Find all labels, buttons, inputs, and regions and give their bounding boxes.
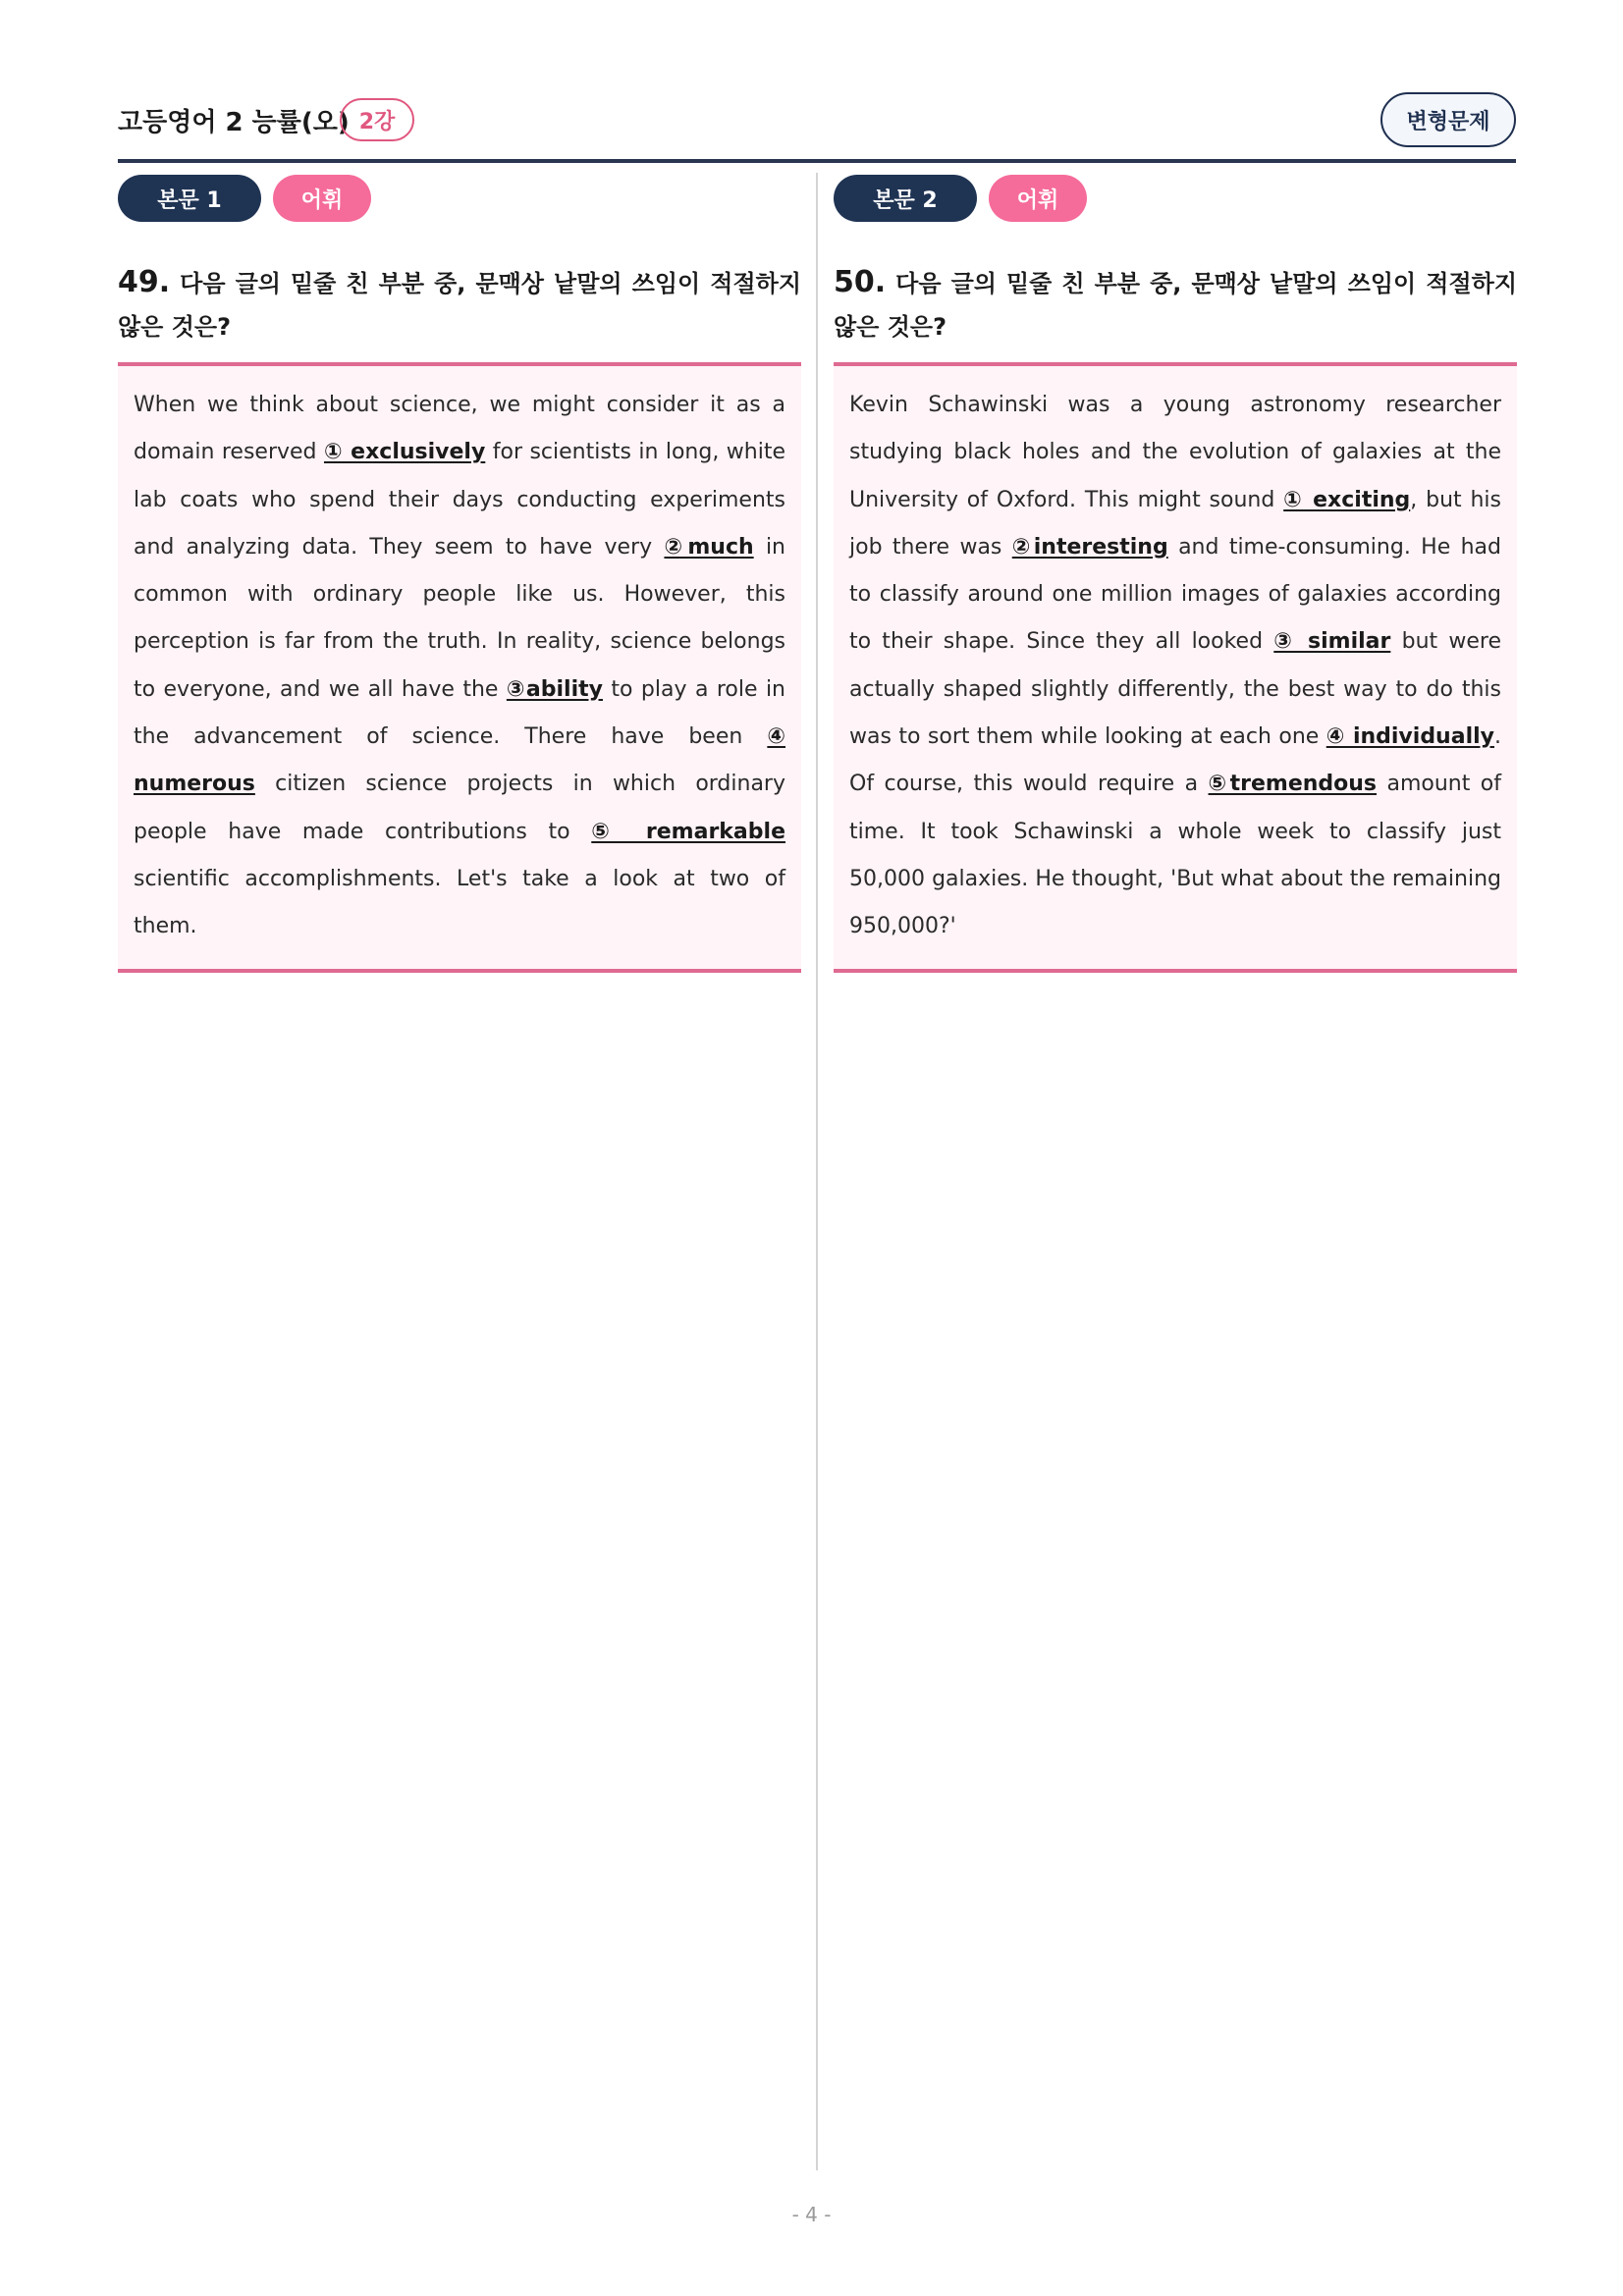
underlined-choice: ②interesting: [1011, 534, 1168, 560]
underlined-choice: ③ability: [506, 676, 603, 702]
passage-text: amount of time. It took Schawinski a whole week to classify just 50,000 galaxies. He thought, 'But what about the remaining 950,000?': [849, 772, 1502, 939]
underlined-choice: ⑤ remarkable: [591, 819, 785, 844]
tag-row: [118, 175, 801, 222]
question-50: [834, 261, 1517, 348]
page-number: - 4 -: [791, 2203, 832, 2226]
document-title: 고등영어 2 능률(오): [118, 108, 350, 137]
page-header: [118, 98, 1516, 163]
tag-vocabulary: 어휘: [273, 175, 371, 222]
underlined-choice: ②much: [664, 534, 754, 560]
passage-text: . Of course, this would require a: [849, 724, 1501, 797]
passage-text: scientific accomplishments. Let's take a look at two of them.: [134, 866, 785, 939]
underlined-choice: ⑤tremendous: [1208, 772, 1378, 797]
column-divider: [816, 173, 818, 2170]
passage-text: Kevin Schawinski was a young astronomy researcher studying black holes and the evolution of galaxies at the University of Oxford. This might sound: [849, 393, 1501, 512]
passage-text: and time-consuming. He had to classify around one million images of galaxies according to their shape. Since they all looked: [849, 534, 1501, 655]
underlined-choice: ① exclusively: [323, 440, 486, 465]
tag-vocabulary: 어휘: [989, 175, 1087, 222]
passage-text: citizen science projects in which ordinary people have made contributions to: [134, 772, 785, 844]
underlined-choice: ④ individually: [1325, 724, 1494, 750]
passage-text: to play a role in the advancement of science. There have been: [134, 676, 785, 750]
underlined-choice: ① exciting: [1283, 487, 1411, 512]
question-text: 다음 글의 밑줄 친 부분 중, 문맥상 낱말의 쓰임이 적절하지 않은 것은?: [834, 270, 1517, 341]
underlined-choice: ③ similar: [1273, 629, 1391, 655]
underlined-choice: ④ numerous: [134, 724, 785, 797]
passage-text: but were actually shaped slightly differently, the best way to do this was to sort them while looking at each one: [849, 629, 1501, 750]
tag-body-text: 본문 2: [834, 175, 977, 222]
column-left: [118, 175, 801, 973]
column-right: [834, 175, 1517, 973]
question-text: 다음 글의 밑줄 친 부분 중, 문맥상 낱말의 쓰임이 적절하지 않은 것은?: [118, 270, 801, 341]
question-49: [118, 261, 801, 348]
passage-box: [834, 362, 1517, 973]
lesson-badge: 2강: [340, 98, 414, 141]
passage-text: When we think about science, we might consider it as a domain reserved: [134, 393, 785, 465]
question-number: 49.: [118, 265, 171, 299]
passage-text: in common with ordinary people like us. However, this perception is far from the truth. In reality, science belongs to everyone, and we all have the: [134, 534, 785, 702]
passage-box: [118, 362, 801, 973]
tag-row: [834, 175, 1517, 222]
question-number: 50.: [834, 265, 887, 299]
passage-text: , but his job there was: [849, 487, 1502, 560]
tag-body-text: 본문 1: [118, 175, 261, 222]
question-type-badge: 변형문제: [1380, 92, 1516, 147]
passage-text: for scientists in long, white lab coats who spend their days conducting experiments and analyzing data. They seem to have very: [134, 440, 785, 560]
